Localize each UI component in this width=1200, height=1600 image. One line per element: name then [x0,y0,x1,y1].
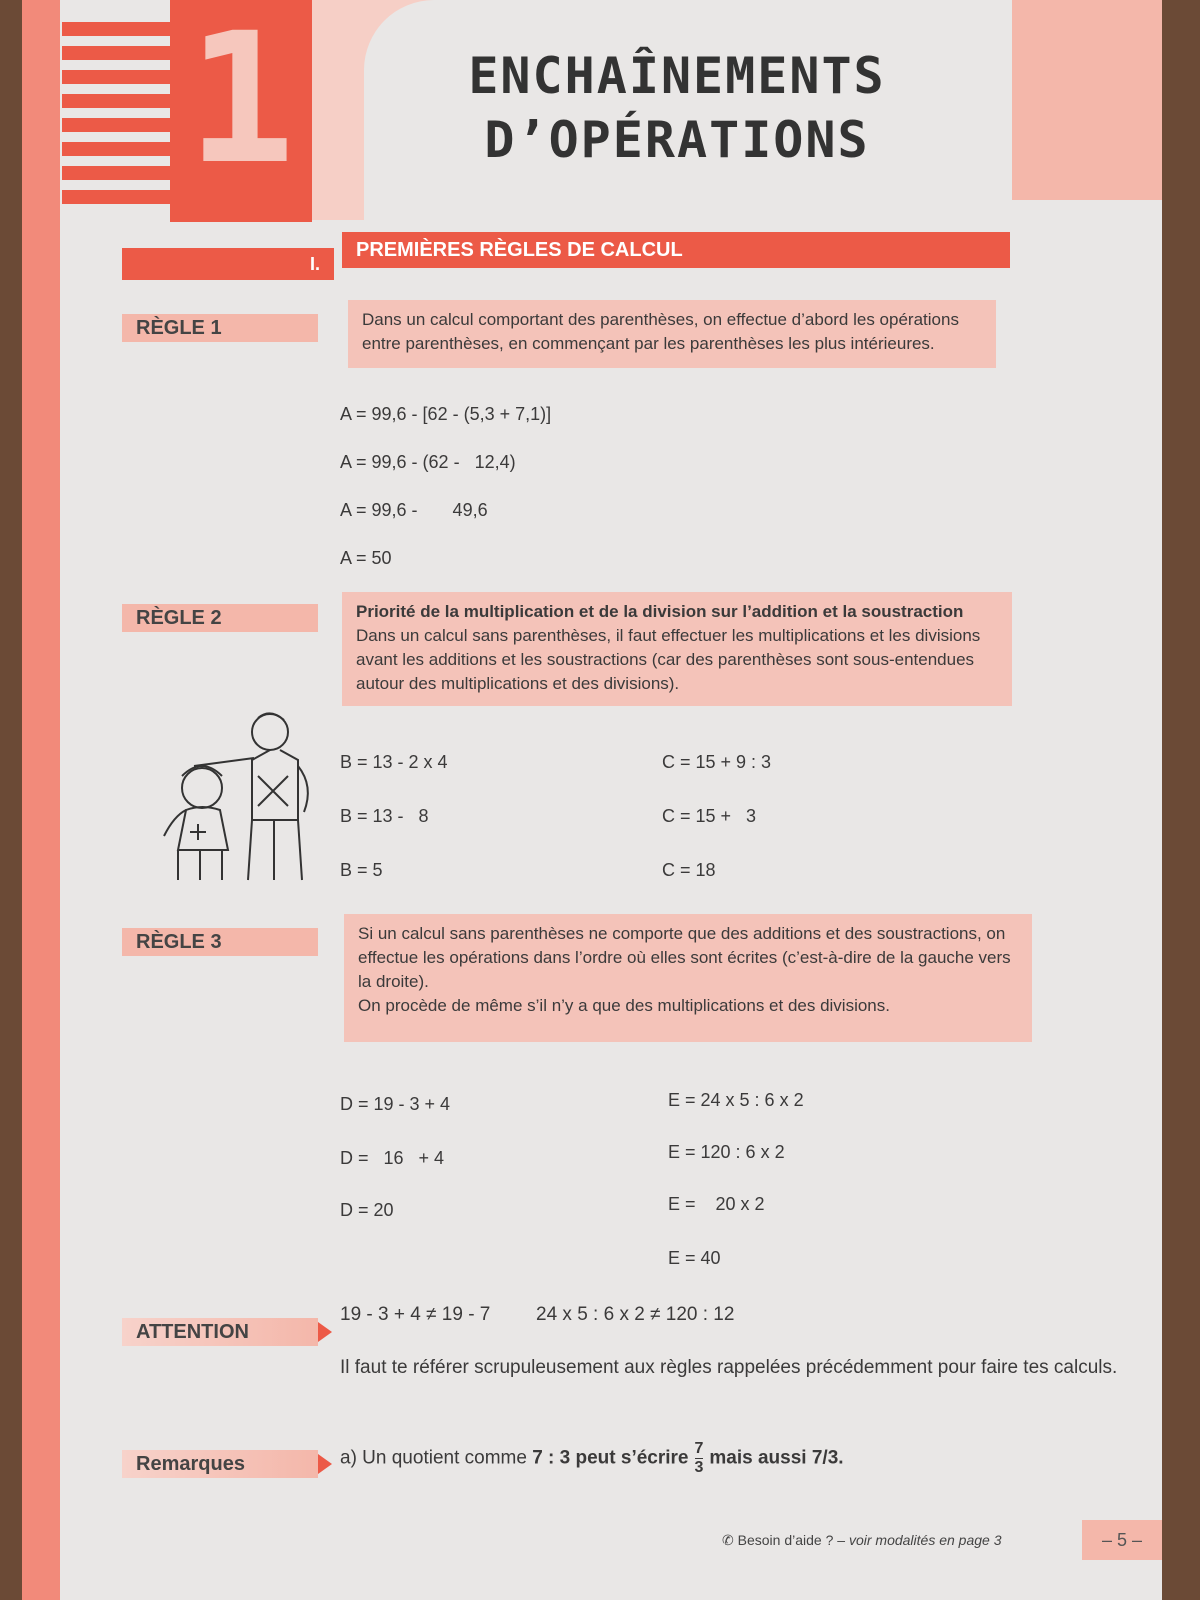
chapter-title-line1: ENCHAÎNEMENTS [468,47,886,105]
rule2-b-line1: B = 13 - 2 x 4 [340,752,448,772]
rule1-line2: A = 99,6 - (62 - 12,4) [340,452,516,472]
chapter-number-box [170,0,312,222]
rule3-d-line2: D = 16 + 4 [340,1148,445,1168]
footer-detail: voir modalités en page 3 [848,1532,1002,1548]
decorative-stripes [62,22,174,214]
section-title: PREMIÈRES RÈGLES DE CALCUL [342,232,1010,268]
rule2-tag: RÈGLE 2 [122,604,318,632]
rule1-tag: RÈGLE 1 [122,314,318,342]
attention-tag: ATTENTION [122,1318,318,1346]
chapter-number: 1 [186,0,296,204]
remarques-tag: Remarques [122,1450,318,1478]
remarques-fraction [695,1440,704,1477]
rule2-heading: Priorité de la multiplication et de la division sur l’addition et la soustraction [356,602,964,621]
attention-text: Il faut te référer scrupuleusement aux règles rappelées précédemment pour faire tes calculs. [340,1357,1118,1378]
page-number: – 5 – [1082,1520,1162,1560]
attention-expr1: 19 - 3 + 4 ≠ 19 - 7 [340,1304,491,1325]
rule2-c-line2: C = 15 + 3 [662,806,757,826]
rule3-e-line3: E = 20 x 2 [668,1194,765,1214]
rule1-line3: A = 99,6 - 49,6 [340,500,488,520]
remarques-text [340,1440,1100,1477]
remarques-prefix: a) Un quotient comme [340,1447,533,1469]
fraction-numerator: 7 [694,1440,704,1457]
chapter-title [352,44,1002,172]
remarques-bold1: 7 : 3 peut s’écrire [532,1447,689,1469]
rule3-d-line1: D = 19 - 3 + 4 [340,1094,451,1114]
rule3-e-line1: E = 24 x 5 : 6 x 2 [668,1090,804,1110]
rule3-box [344,914,1032,1042]
fraction-denominator: 3 [694,1459,704,1476]
rule1-text: Dans un calcul comportant des parenthèses, on effectue d’abord les opérations entre parenthèses, en commençant par les parenthèses les plus intérieures. [362,310,959,353]
attention-expr2: 24 x 5 : 6 x 2 ≠ 120 : 12 [536,1304,735,1325]
rule3-text: Si un calcul sans parenthèses ne comporte que des additions et des soustractions, on effectue les opérations dans l’ordre où elles sont écrites (c’est-à-dire de la gauche vers la droite). [358,924,1011,991]
rule3-tag: RÈGLE 3 [122,928,318,956]
children-illustration [162,706,332,884]
footer-help-text: Besoin d’aide ? [737,1532,834,1548]
rule1-box [348,300,996,368]
rule2-c-line1: C = 15 + 9 : 3 [662,752,772,772]
footer-dash: – [833,1532,849,1548]
rule2-box [342,592,1012,706]
rule3-e-line2: E = 120 : 6 x 2 [668,1142,785,1162]
rule1-line4: A = 50 [340,548,392,568]
page-edge-band [22,0,60,1600]
section-number: I. [122,248,334,280]
phone-icon: ✆ [722,1532,734,1548]
rule1-line1: A = 99,6 - [62 - (5,3 + 7,1)] [340,404,552,424]
rule3-text2: On procède de même s’il n’y a que des multiplications et des divisions. [358,996,890,1015]
remarques-suffix: mais aussi 7/3. [709,1447,844,1469]
rule2-text: Dans un calcul sans parenthèses, il faut effectuer les multiplications et les divisions avant les additions et les soustractions (car des parenthèses sont sous-entendues autour des multiplications et des divisions). [356,626,981,693]
rule2-b-line3: B = 5 [340,860,383,880]
book-page [22,0,1162,1600]
chapter-title-line2: D’OPÉRATIONS [484,111,870,169]
rule2-c-line3: C = 18 [662,860,716,880]
rule2-b-line2: B = 13 - 8 [340,806,429,826]
header-right-tab [1012,0,1162,200]
footer-help [722,1532,1002,1549]
rule3-d-line3: D = 20 [340,1200,394,1220]
rule3-e-line4: E = 40 [668,1248,721,1268]
